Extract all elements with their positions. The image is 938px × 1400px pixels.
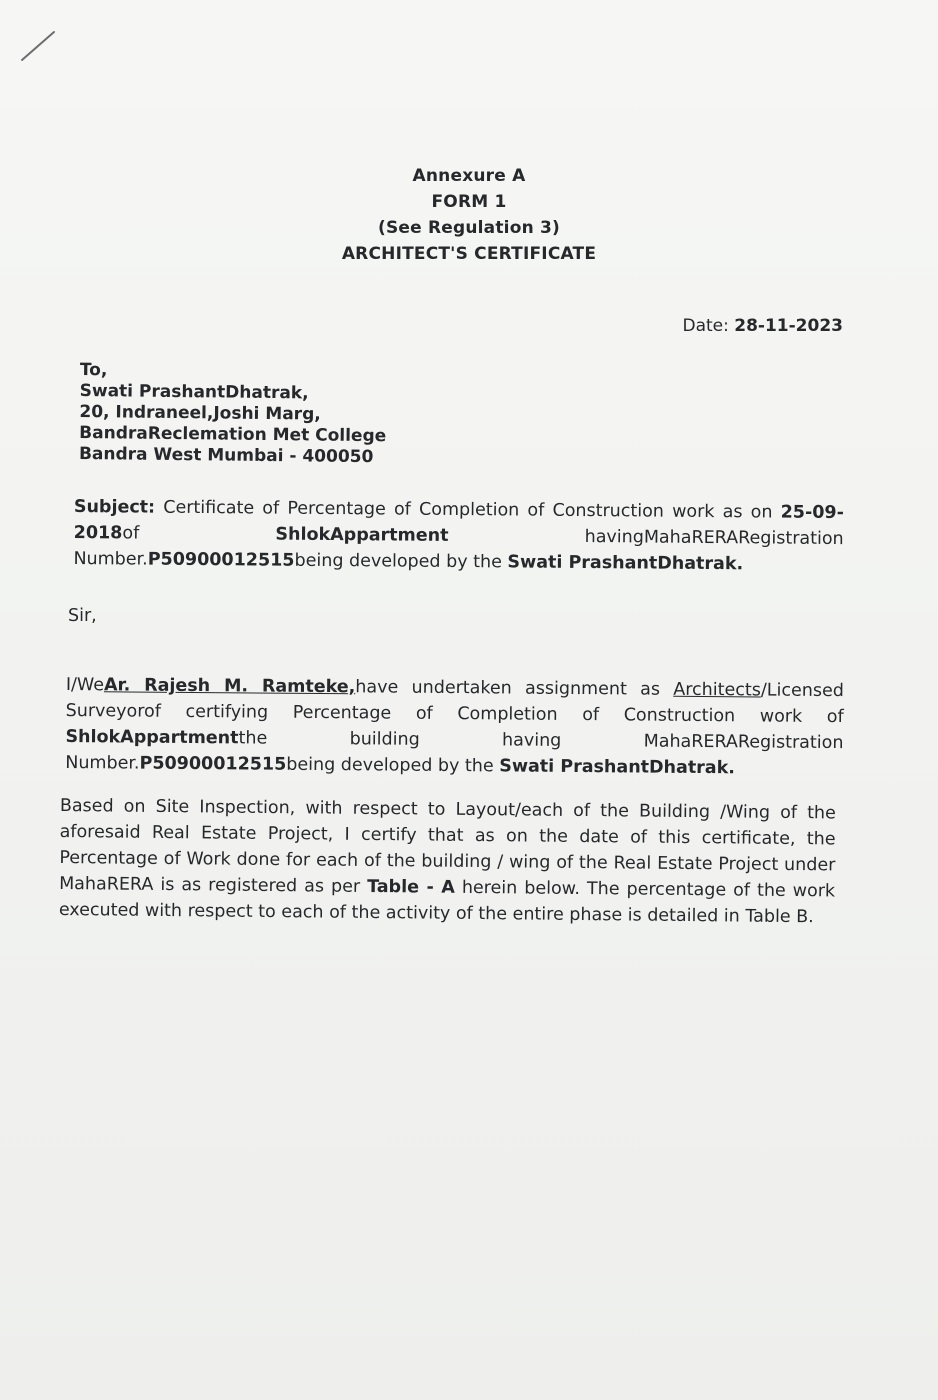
body1-text-4: being developed by the bbox=[286, 754, 500, 777]
body1-developer: Swati PrashantDhatrak. bbox=[499, 756, 736, 779]
form-label: FORM 1 bbox=[431, 192, 507, 212]
subject-label: Subject: bbox=[73, 496, 156, 518]
subject-developed: being developed by the bbox=[294, 550, 508, 573]
date-label: Date: bbox=[682, 316, 735, 336]
body2-text-2: herein below. The percentage of the work executed with respect to each of the activity of the entire phase is detailed in Table B. bbox=[58, 877, 836, 928]
body1-registration-number: P50900012515 bbox=[139, 753, 287, 775]
pen-stroke-mark bbox=[20, 30, 56, 62]
subject-of: of bbox=[122, 523, 276, 545]
regulation-label: (See Regulation 3) bbox=[377, 218, 561, 238]
certificate-title: ARCHITECT'S CERTIFICATE bbox=[341, 244, 597, 264]
annexure-label: Annexure A bbox=[412, 166, 526, 186]
body1-prefix: I/We bbox=[65, 674, 105, 696]
greeting: Sir, bbox=[68, 606, 97, 626]
architect-name: Ar. Rajesh M. Ramteke, bbox=[103, 675, 356, 698]
address-line-1: 20, Indraneel,Joshi Marg, bbox=[79, 401, 321, 425]
table-a-reference: Table - A bbox=[367, 876, 455, 898]
body1-project-name: ShlokAppartment bbox=[65, 726, 239, 749]
recipient-name: Swati PrashantDhatrak, bbox=[79, 380, 309, 404]
body1-text-1: have undertaken assignment as bbox=[355, 677, 674, 700]
subject-project-name: ShlokAppartment bbox=[275, 524, 449, 546]
architects-word: Architects bbox=[673, 679, 761, 701]
date-line bbox=[682, 316, 843, 336]
body1-text-2: /Licensed Surveyorof certifying Percentage of Completion of Construction work of bbox=[65, 680, 844, 728]
body2-text-1: Based on Site Inspection, with respect to Layout/each of the Building /Wing of the aforesaid Real Estate Project, I certify that as on the date of this certificate, the Percentage of Work done for each of the building / wing of the Real Estate Project under MahaRERA is as registered as per bbox=[59, 795, 836, 897]
body1-text-3: the building having MahaRERARegistration Number. bbox=[65, 728, 844, 774]
recipient-address bbox=[79, 360, 387, 468]
subject-date: 25-09-2018 bbox=[73, 502, 844, 544]
subject-registration-number: P50900012515 bbox=[147, 549, 295, 571]
certificate-header bbox=[0, 163, 938, 267]
address-salutation: To, bbox=[79, 360, 108, 381]
address-line-3: Bandra West Mumbai - 400050 bbox=[78, 443, 374, 468]
inspection-paragraph bbox=[59, 793, 836, 930]
subject-text: Certificate of Percentage of Completion of Construction work as on bbox=[155, 497, 781, 523]
date-value: 28-11-2023 bbox=[734, 316, 843, 336]
subject-paragraph bbox=[73, 494, 844, 578]
address-line-2: BandraReclemation Met College bbox=[79, 422, 387, 447]
undertaking-paragraph bbox=[65, 672, 844, 782]
subject-having: havingMahaRERARegistration Number. bbox=[73, 525, 844, 570]
subject-developer: Swati PrashantDhatrak. bbox=[507, 552, 744, 575]
